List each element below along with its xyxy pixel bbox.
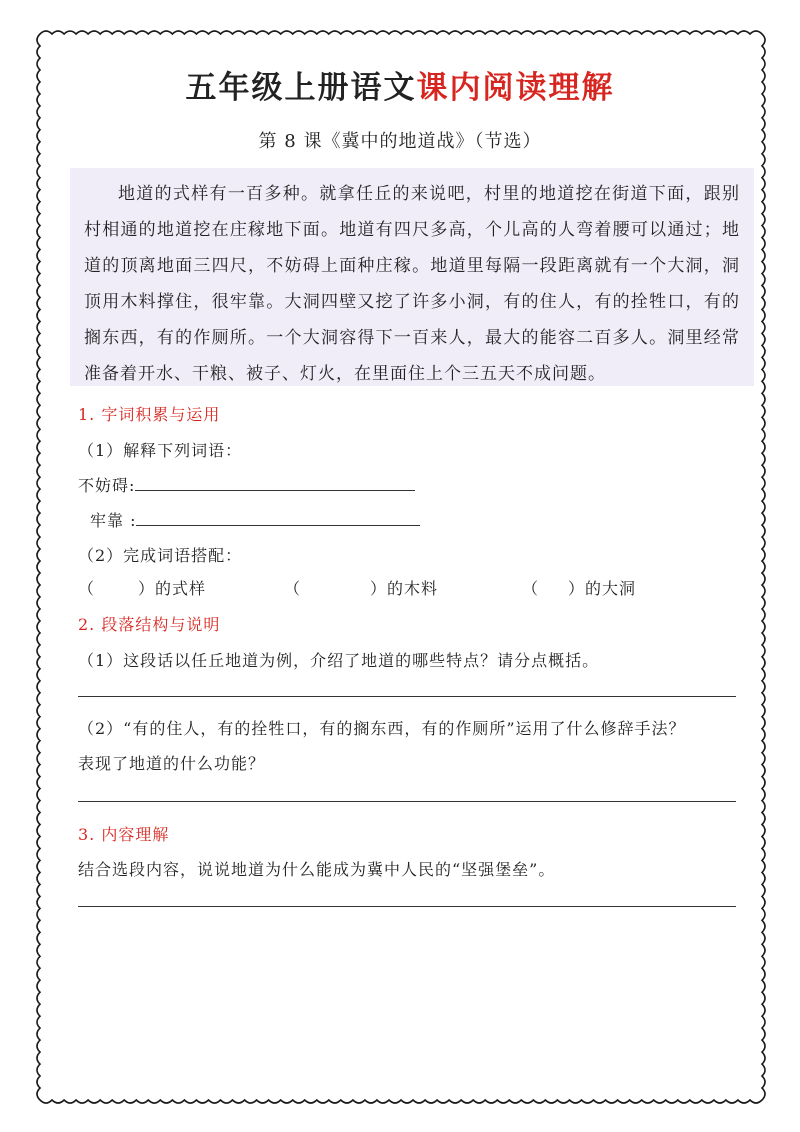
section3-answer-line[interactable] — [78, 906, 736, 907]
section1-q2: （2）完成词语搭配： — [78, 546, 243, 565]
word2-row — [90, 508, 420, 531]
pair1-open: （ — [78, 579, 96, 598]
section1-q1: （1）解释下列词语： — [78, 441, 243, 460]
word2-answer-blank[interactable] — [136, 509, 420, 526]
section2-heading: 2. 段落结构与说明 — [78, 615, 221, 634]
pair3-open: （ — [522, 579, 540, 598]
section1-heading: 1. 字词积累与运用 — [78, 405, 221, 424]
pair3-close: ）的大洞 — [568, 579, 637, 598]
section2-q2-line1: （2）“有的住人，有的拴牲口，有的搁东西，有的作厕所”运用了什么修辞手法？ — [78, 719, 686, 738]
section2-q2-line2: 表现了地道的什么功能？ — [78, 754, 266, 773]
section3-q1: 结合选段内容，说说地道为什么能成为冀中人民的“坚强堡垒”。 — [78, 860, 556, 879]
pair2-close: ）的木料 — [370, 579, 439, 598]
word2-label: 牢靠 : — [90, 511, 137, 530]
page-title — [0, 62, 800, 107]
word1-row — [78, 473, 415, 496]
lesson-subtitle: 第 8 课《冀中的地道战》（节选） — [258, 131, 542, 152]
section2-q2-answer-line[interactable] — [78, 801, 736, 802]
pair2-open: （ — [284, 579, 302, 598]
section2-q1: （1）这段话以任丘地道为例，介绍了地道的哪些特点？请分点概括。 — [78, 651, 600, 670]
reading-passage — [70, 168, 754, 386]
passage-text: 地道的式样有一百多种。就拿任丘的来说吧，村里的地道挖在街道下面，跟别村相通的地道挖在庄稼地下面。地道有四尺多高，个儿高的人弯着腰可以通过；地道的顶离地面三四尺，不妨碍上面种庄稼。地道里每隔一段距离就有一个大洞，洞顶用木料撑住，很牢靠。大洞四壁又挖了许多小洞，有的住人，有的拴牲口，有的搁东西，有的作厕所。一个大洞容得下一百来人，最大的能容二百多人。洞里经常准备着开水、干粮、被子、灯火，在里面住上个三五天不成问题。 — [84, 184, 740, 384]
title-black: 五年级上册语文 — [185, 70, 417, 106]
section3-heading: 3. 内容理解 — [78, 825, 170, 844]
title-red: 课内阅读理解 — [416, 70, 615, 106]
word1-answer-blank[interactable] — [135, 474, 415, 491]
section2-q1-answer-line[interactable] — [78, 696, 736, 697]
pair1-close: ）的式样 — [138, 579, 207, 598]
word1-label: 不妨碍: — [78, 476, 136, 495]
